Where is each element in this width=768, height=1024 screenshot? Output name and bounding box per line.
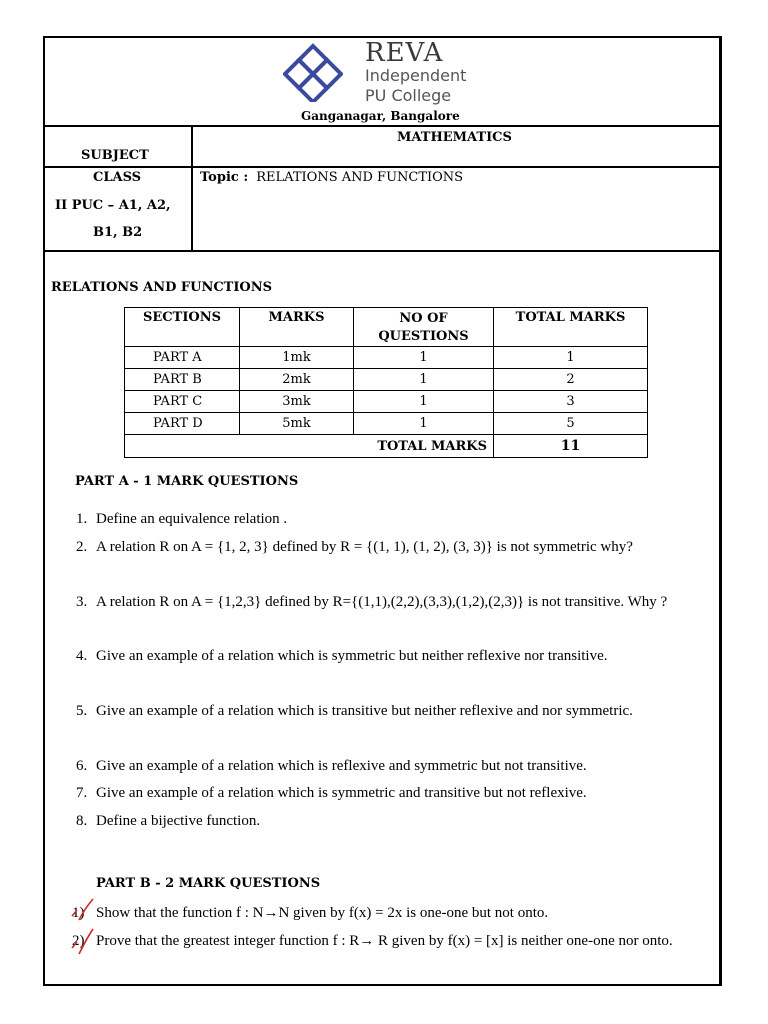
question-item: 7. Give an example of a relation which is symmetric and transitive but not reflexive. bbox=[76, 785, 587, 801]
college-name-line3: PU College bbox=[365, 86, 452, 105]
divider bbox=[45, 166, 720, 168]
table-cell: 1 bbox=[354, 369, 494, 391]
question-item: 8. Define a bijective function. bbox=[76, 813, 261, 829]
class-label: CLASS bbox=[93, 170, 142, 185]
table-header: SECTIONS bbox=[125, 308, 240, 347]
part-b-title: PART B - 2 MARK QUESTIONS bbox=[96, 876, 321, 891]
red-tick-mark-icon bbox=[69, 896, 99, 926]
table-cell: 2mk bbox=[240, 369, 354, 391]
marks-table bbox=[124, 307, 648, 458]
table-cell: 1 bbox=[354, 347, 494, 369]
college-location: Ganganagar, Bangalore bbox=[301, 109, 460, 123]
table-header: MARKS bbox=[240, 308, 354, 347]
subject-value: MATHEMATICS bbox=[397, 130, 512, 145]
table-cell: 1 bbox=[354, 413, 494, 435]
table-cell: PART C bbox=[125, 391, 240, 413]
question-text: Give an example of a relation which is reflexive and symmetric but not transitive. bbox=[96, 758, 587, 774]
question-text: Prove that the greatest integer function f : R→ R given by f(x) = [x] is neither one-one nor onto. bbox=[96, 933, 673, 949]
red-tick-mark-icon bbox=[69, 926, 99, 958]
college-name: REVA bbox=[365, 38, 444, 68]
subject-label: SUBJECT bbox=[81, 148, 149, 163]
table-cell: PART A bbox=[125, 347, 240, 369]
table-cell: 1mk bbox=[240, 347, 354, 369]
question-text: Give an example of a relation which is transitive but neither reflexive and nor symmetric. bbox=[96, 703, 633, 719]
class-value-1: II PUC – A1, A2, bbox=[55, 198, 171, 213]
question-item: 3. A relation R on A = {1,2,3} defined by R={(1,1),(2,2),(3,3),(1,2),(2,3)} is not transitive. Why ? bbox=[76, 594, 668, 610]
question-text: Give an example of a relation which is symmetric but neither reflexive nor transitive. bbox=[96, 648, 608, 664]
table-header: NO OF QUESTIONS bbox=[354, 308, 494, 347]
question-text: Show that the function f : N→N given by f(x) = 2x is one-one but not onto. bbox=[96, 905, 549, 921]
college-name-line2: Independent bbox=[365, 66, 467, 85]
table-cell: 2 bbox=[494, 369, 648, 391]
question-item: 4. Give an example of a relation which is symmetric but neither reflexive nor transitive. bbox=[76, 648, 608, 664]
table-header-row bbox=[125, 308, 648, 347]
table-cell: 1 bbox=[494, 347, 648, 369]
table-total-row bbox=[125, 435, 648, 458]
table-row bbox=[125, 347, 648, 369]
table-cell: 5 bbox=[494, 413, 648, 435]
topic-label: Topic : bbox=[200, 170, 249, 185]
question-item: 1. Define an equivalence relation . bbox=[76, 511, 288, 527]
topic-value: RELATIONS AND FUNCTIONS bbox=[256, 170, 464, 185]
table-row bbox=[125, 413, 648, 435]
divider bbox=[45, 125, 720, 127]
class-value-2: B1, B2 bbox=[93, 225, 143, 240]
table-header: TOTAL MARKS bbox=[494, 308, 648, 347]
question-item: 2) Prove that the greatest integer function f : R→ R given by f(x) = [x] is neither one-one nor onto. bbox=[72, 933, 673, 949]
total-marks-value: 11 bbox=[494, 435, 648, 458]
table-row bbox=[125, 369, 648, 391]
topic bbox=[200, 170, 463, 185]
question-item: 1) Show that the function f : N→N given by f(x) = 2x is one-one but not onto. bbox=[72, 905, 549, 921]
question-text: Define an equivalence relation . bbox=[96, 511, 288, 527]
table-cell: 3 bbox=[494, 391, 648, 413]
part-a-title: PART A - 1 MARK QUESTIONS bbox=[75, 474, 299, 489]
total-marks-label: TOTAL MARKS bbox=[125, 435, 494, 458]
question-item: 6. Give an example of a relation which is reflexive and symmetric but not transitive. bbox=[76, 758, 587, 774]
reva-logo-icon bbox=[283, 42, 343, 102]
divider bbox=[191, 126, 193, 250]
table-cell: PART B bbox=[125, 369, 240, 391]
table-cell: 5mk bbox=[240, 413, 354, 435]
question-item: 5. Give an example of a relation which is transitive but neither reflexive and nor symmetric. bbox=[76, 703, 633, 719]
table-cell: PART D bbox=[125, 413, 240, 435]
document-frame bbox=[43, 36, 722, 986]
table-row bbox=[125, 391, 648, 413]
table-cell: 1 bbox=[354, 391, 494, 413]
question-text: A relation R on A = {1,2,3} defined by R={(1,1),(2,2),(3,3),(1,2),(2,3)} is not transitive. Why ? bbox=[96, 594, 668, 610]
section-title: RELATIONS AND FUNCTIONS bbox=[51, 280, 273, 295]
table-cell: 3mk bbox=[240, 391, 354, 413]
question-text: Define a bijective function. bbox=[96, 813, 261, 829]
divider bbox=[45, 250, 720, 252]
question-text: A relation R on A = {1, 2, 3} defined by R = {(1, 1), (1, 2), (3, 3)} is not symmetric why? bbox=[96, 539, 633, 555]
question-item: 2. A relation R on A = {1, 2, 3} defined by R = {(1, 1), (1, 2), (3, 3)} is not symmetric why? bbox=[76, 539, 633, 555]
question-text: Give an example of a relation which is symmetric and transitive but not reflexive. bbox=[96, 785, 587, 801]
